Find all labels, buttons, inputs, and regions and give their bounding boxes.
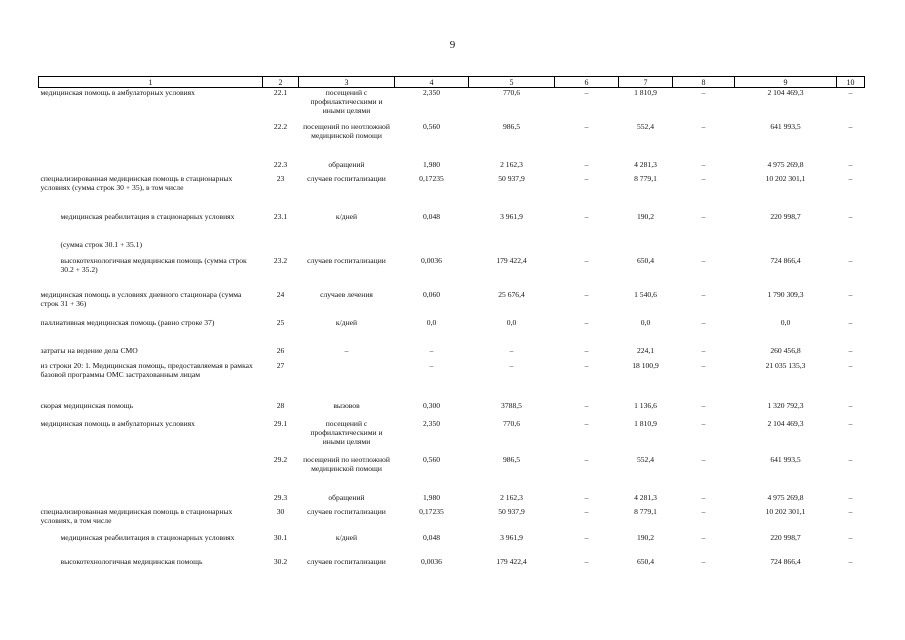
cell-col6: – xyxy=(584,317,589,327)
cell-col10: – xyxy=(848,400,853,410)
cell-col6: – xyxy=(584,289,589,299)
cell-col4: 0,0 xyxy=(426,317,437,327)
cell-col9: 260 456,8 xyxy=(770,345,801,355)
cell-col6: – xyxy=(584,159,589,169)
unit-cell: посещений по неотложной медицинской помощи xyxy=(303,121,390,140)
row-code: 29.1 xyxy=(273,418,288,428)
row-code: 29.3 xyxy=(273,492,288,502)
cell-col9: 10 202 301,1 xyxy=(765,173,806,183)
column-header: 7 xyxy=(619,77,673,88)
cell-col5: 986,5 xyxy=(502,121,521,131)
table-row xyxy=(39,88,865,122)
cell-col9: 641 993,5 xyxy=(770,121,801,131)
cell-col4: 1,980 xyxy=(422,492,441,502)
column-header: 3 xyxy=(299,77,395,88)
cell-col7: 18 100,9 xyxy=(632,360,659,370)
row-code: 22.1 xyxy=(273,88,288,97)
cell-col4: 0,0036 xyxy=(421,556,442,566)
data-table xyxy=(38,76,865,581)
cell-col5: 50 937,9 xyxy=(498,173,525,183)
cell-col5: 179 422,4 xyxy=(496,255,527,265)
cell-col5: 3788,5 xyxy=(501,400,522,410)
cell-col6: – xyxy=(584,173,589,183)
cell-col9: 1 790 309,3 xyxy=(767,289,804,299)
cell-col10: – xyxy=(848,556,853,566)
row-label xyxy=(39,160,263,174)
cell-col10: – xyxy=(848,454,853,464)
unit-cell: к/дней xyxy=(335,532,358,542)
column-header: 6 xyxy=(555,77,619,88)
row-code: 28 xyxy=(276,400,285,410)
table-row xyxy=(39,346,865,361)
row-code: 24 xyxy=(276,289,285,299)
unit-cell: посещений с профилактическими и иными целями xyxy=(310,88,383,115)
cell-col9: 724 866,4 xyxy=(770,255,801,265)
row-label: медицинская реабилитация в стационарных условиях xyxy=(60,532,235,542)
row-label: скорая медицинская помощь xyxy=(40,400,134,410)
unit-cell xyxy=(299,361,395,401)
table-row xyxy=(39,533,865,557)
cell-col10: – xyxy=(848,345,853,355)
cell-col4: – xyxy=(429,345,434,355)
column-header: 2 xyxy=(263,77,299,88)
cell-col8: – xyxy=(701,454,706,464)
cell-col5: 770,6 xyxy=(502,418,521,428)
cell-col8: – xyxy=(701,492,706,502)
unit-cell: вызовов xyxy=(333,400,360,410)
cell-col10: – xyxy=(848,532,853,542)
cell-col8: – xyxy=(701,506,706,516)
table-body xyxy=(39,88,865,581)
unit-cell: случаев лечения xyxy=(320,289,373,299)
row-label: специализированная медицинская помощь в стационарных условиях (сумма строк 30 + 35), в том числе xyxy=(40,173,233,192)
cell-col6: – xyxy=(584,454,589,464)
cell-col4: – xyxy=(429,360,434,370)
cell-col5: 25 676,4 xyxy=(498,289,525,299)
row-code: 30.1 xyxy=(273,532,288,542)
row-label: медицинская помощь в амбулаторных условиях xyxy=(40,418,195,428)
cell-col10: – xyxy=(848,211,853,221)
cell-col6: – xyxy=(584,492,589,502)
unit-cell: к/дней xyxy=(335,211,358,221)
cell-col10: – xyxy=(848,121,853,131)
cell-col6: – xyxy=(584,400,589,410)
cell-col7: 650,4 xyxy=(636,255,655,265)
row-code: 29.2 xyxy=(273,454,288,464)
table-row xyxy=(39,240,865,256)
column-header: 1 xyxy=(39,77,263,88)
cell-col9: 2 104 469,3 xyxy=(767,418,804,428)
row-code: 30.2 xyxy=(273,556,288,566)
cell-col5: 3 961,9 xyxy=(500,211,523,221)
cell-col7: 190,2 xyxy=(636,532,655,542)
cell-col6: – xyxy=(584,211,589,221)
row-code: 25 xyxy=(276,317,285,327)
cell-col4: 0,560 xyxy=(422,454,441,464)
table-row xyxy=(39,318,865,346)
cell-col4: 0,048 xyxy=(422,532,441,542)
cell-col9: 0,0 xyxy=(780,317,791,327)
cell-col10: – xyxy=(848,317,853,327)
cell-col5: 986,5 xyxy=(502,454,521,464)
unit-cell: обращений xyxy=(328,159,365,169)
row-code: 22.3 xyxy=(273,159,288,169)
cell-col6: – xyxy=(584,506,589,516)
table-row xyxy=(39,290,865,318)
cell-col4: 0,0036 xyxy=(421,255,442,265)
cell-col9: 641 993,5 xyxy=(770,454,801,464)
cell-col6: – xyxy=(584,345,589,355)
cell-col6: – xyxy=(584,121,589,131)
row-label: высокотехнологичная медицинская помощь (сумма строк 30.2 + 35.2) xyxy=(60,255,247,274)
unit-cell xyxy=(299,240,395,256)
cell-col4: 0,300 xyxy=(422,400,441,410)
row-label: медицинская реабилитация в стационарных условиях xyxy=(60,211,235,221)
cell-col8: – xyxy=(701,400,706,410)
table-row xyxy=(39,174,865,212)
cell-col5: – xyxy=(509,360,514,370)
cell-col4: 0,048 xyxy=(422,211,441,221)
cell-col7: 190,2 xyxy=(636,211,655,221)
table-row xyxy=(39,507,865,533)
cell-col4: 0,17235 xyxy=(419,506,444,516)
cell-col8: – xyxy=(701,345,706,355)
table-row xyxy=(39,256,865,290)
cell-col10: – xyxy=(848,289,853,299)
cell-col4: 0,560 xyxy=(422,121,441,131)
unit-cell: обращений xyxy=(328,492,365,502)
row-code: 27 xyxy=(276,360,285,370)
cell-col8: – xyxy=(701,532,706,542)
table-row xyxy=(39,493,865,507)
cell-col4: 1,980 xyxy=(422,159,441,169)
cell-col5: 2 162,3 xyxy=(500,492,523,502)
unit-cell: посещений по неотложной медицинской помощи xyxy=(303,454,390,473)
cell-col10: – xyxy=(848,88,853,97)
cell-col7 xyxy=(619,240,673,256)
page-number: 9 xyxy=(449,39,456,51)
cell-col9: 10 202 301,1 xyxy=(765,506,806,516)
cell-col6: – xyxy=(584,360,589,370)
cell-col7: 4 281,3 xyxy=(634,492,657,502)
cell-col4: 0,17235 xyxy=(419,173,444,183)
cell-col4 xyxy=(395,240,469,256)
cell-col10: – xyxy=(848,159,853,169)
row-code: 23.1 xyxy=(273,211,288,221)
unit-cell: случаев госпитализации xyxy=(307,556,386,566)
cell-col8: – xyxy=(701,289,706,299)
cell-col10: – xyxy=(848,360,853,370)
table-row xyxy=(39,419,865,455)
cell-col9: 21 035 135,3 xyxy=(765,360,806,370)
table-row xyxy=(39,557,865,581)
cell-col9 xyxy=(735,240,837,256)
row-label xyxy=(39,493,263,507)
cell-col5: 50 937,9 xyxy=(498,506,525,516)
unit-cell: к/дней xyxy=(335,317,358,327)
cell-col8: – xyxy=(701,88,706,97)
cell-col8: – xyxy=(701,556,706,566)
cell-col10: – xyxy=(848,418,853,428)
unit-cell: случаев госпитализации xyxy=(307,506,386,516)
cell-col7: 650,4 xyxy=(636,556,655,566)
cell-col9: 2 104 469,3 xyxy=(767,88,804,97)
cell-col10: – xyxy=(848,506,853,516)
cell-col6: – xyxy=(584,255,589,265)
cell-col7: 224,1 xyxy=(636,345,655,355)
cell-col4: 2,350 xyxy=(422,88,441,97)
cell-col9: 220 998,7 xyxy=(770,211,801,221)
table-row xyxy=(39,401,865,419)
header-row xyxy=(39,77,865,88)
cell-col7: 1 810,9 xyxy=(634,418,657,428)
cell-col8: – xyxy=(701,360,706,370)
unit-cell: случаев госпитализации xyxy=(307,173,386,183)
cell-col5: 770,6 xyxy=(502,88,521,97)
cell-col4: 2,350 xyxy=(422,418,441,428)
row-label xyxy=(39,455,263,493)
cell-col9: 724 866,4 xyxy=(770,556,801,566)
cell-col6 xyxy=(555,240,619,256)
cell-col5: 0,0 xyxy=(506,317,517,327)
cell-col7: 8 779,1 xyxy=(634,173,657,183)
cell-col8: – xyxy=(701,121,706,131)
unit-cell: случаев госпитализации xyxy=(307,255,386,265)
cell-col5: – xyxy=(509,345,514,355)
cell-col8: – xyxy=(701,255,706,265)
cell-col9: 1 320 792,3 xyxy=(767,400,804,410)
row-code: 23.2 xyxy=(273,255,288,265)
cell-col5 xyxy=(469,240,555,256)
cell-col9: 4 975 269,8 xyxy=(767,492,804,502)
cell-col5: 2 162,3 xyxy=(500,159,523,169)
cell-col6: – xyxy=(584,532,589,542)
cell-col7: 1 810,9 xyxy=(634,88,657,97)
cell-col6: – xyxy=(584,88,589,97)
cell-col4: 0,060 xyxy=(422,289,441,299)
table-row xyxy=(39,212,865,240)
unit-cell: посещений с профилактическими и иными целями xyxy=(310,418,383,446)
row-code: 26 xyxy=(276,345,285,355)
column-header: 10 xyxy=(837,77,865,88)
cell-col7: 8 779,1 xyxy=(634,506,657,516)
row-code: 22.2 xyxy=(273,121,288,131)
column-header: 4 xyxy=(395,77,469,88)
cell-col7: 552,4 xyxy=(636,121,655,131)
table-row xyxy=(39,122,865,160)
row-label: паллиативная медицинская помощь (равно строке 37) xyxy=(40,317,215,327)
cell-col10 xyxy=(837,240,865,256)
cell-col8 xyxy=(673,240,735,256)
cell-col10: – xyxy=(848,255,853,265)
row-label: медицинская помощь в амбулаторных условиях xyxy=(40,88,195,97)
row-label: специализированная медицинская помощь в стационарных условиях, в том числе xyxy=(40,506,233,525)
row-label: (сумма строк 30.1 + 35.1) xyxy=(60,239,142,249)
cell-col8: – xyxy=(701,317,706,327)
row-label: медицинская помощь в условиях дневного стационара (сумма строк 31 + 36) xyxy=(40,289,242,308)
table-row xyxy=(39,455,865,493)
row-label xyxy=(39,122,263,160)
unit-cell: – xyxy=(344,345,349,355)
cell-col9: 220 998,7 xyxy=(770,532,801,542)
cell-col5: 179 422,4 xyxy=(496,556,527,566)
cell-col10: – xyxy=(848,173,853,183)
row-label: высокотехнологичная медицинская помощь xyxy=(60,556,203,566)
cell-col8: – xyxy=(701,173,706,183)
cell-col9: 4 975 269,8 xyxy=(767,159,804,169)
row-code: 30 xyxy=(276,506,285,516)
cell-col7: 1 136,6 xyxy=(634,400,657,410)
cell-col6: – xyxy=(584,418,589,428)
row-code xyxy=(263,240,299,256)
cell-col8: – xyxy=(701,159,706,169)
cell-col5: 3 961,9 xyxy=(500,532,523,542)
cell-col7: 4 281,3 xyxy=(634,159,657,169)
table-row xyxy=(39,160,865,174)
column-header: 5 xyxy=(469,77,555,88)
cell-col10: – xyxy=(848,492,853,502)
row-label: из строки 20: 1. Медицинская помощь, предоставляемая в рамках базовой программы ОМС застрахованным лицам xyxy=(40,360,253,379)
column-header: 9 xyxy=(735,77,837,88)
column-header: 8 xyxy=(673,77,735,88)
cell-col8: – xyxy=(701,211,706,221)
row-label: затраты на ведение дела СМО xyxy=(40,345,138,355)
cell-col8: – xyxy=(701,418,706,428)
cell-col7: 1 540,6 xyxy=(634,289,657,299)
cell-col7: 0,0 xyxy=(640,317,651,327)
cell-col6: – xyxy=(584,556,589,566)
cell-col7: 552,4 xyxy=(636,454,655,464)
table-row xyxy=(39,361,865,401)
row-code: 23 xyxy=(276,173,285,183)
